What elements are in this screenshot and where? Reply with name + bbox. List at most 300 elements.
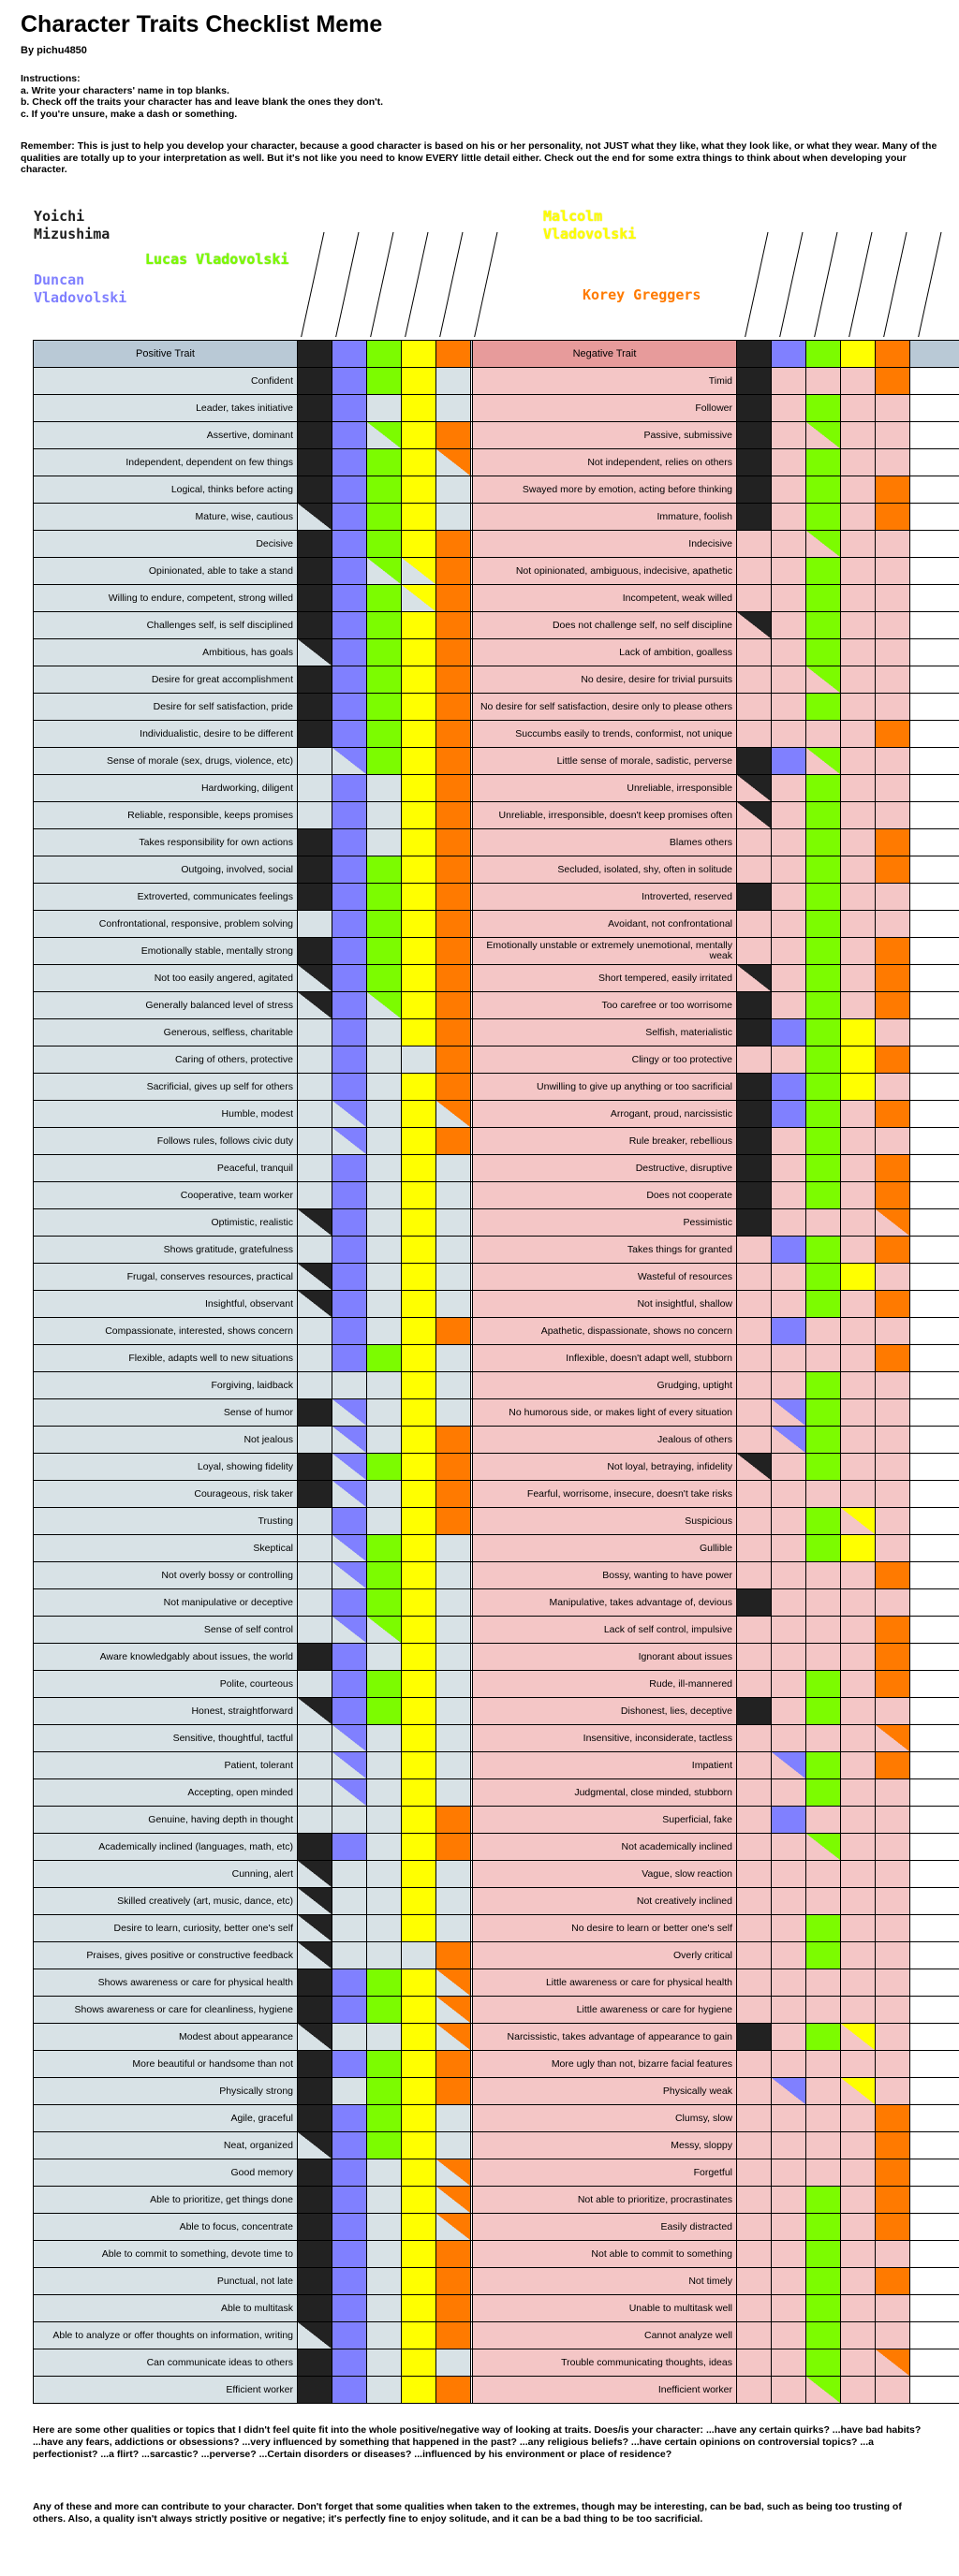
check-cell[interactable]	[402, 2214, 436, 2240]
check-cell[interactable]	[436, 2024, 471, 2050]
check-cell[interactable]	[298, 1182, 332, 1208]
check-cell[interactable]	[806, 2051, 841, 2077]
check-cell[interactable]	[436, 2295, 471, 2321]
check-cell[interactable]	[402, 1969, 436, 1996]
check-cell[interactable]	[737, 531, 772, 557]
check-cell[interactable]	[737, 1969, 772, 1996]
check-cell[interactable]	[367, 1562, 402, 1588]
check-cell[interactable]	[402, 694, 436, 720]
check-cell[interactable]	[841, 1101, 876, 1127]
check-cell[interactable]	[332, 694, 367, 720]
check-cell[interactable]	[436, 1074, 471, 1100]
check-cell[interactable]	[367, 1752, 402, 1778]
check-cell[interactable]	[737, 1562, 772, 1588]
check-cell[interactable]	[772, 1237, 806, 1263]
check-cell[interactable]	[298, 1399, 332, 1426]
check-cell[interactable]	[772, 829, 806, 856]
check-cell[interactable]	[876, 1427, 910, 1453]
check-cell[interactable]	[298, 1074, 332, 1100]
check-cell[interactable]	[332, 1454, 367, 1480]
check-cell[interactable]	[402, 2078, 436, 2104]
check-cell[interactable]	[772, 1345, 806, 1371]
check-cell[interactable]	[332, 666, 367, 693]
check-cell[interactable]	[367, 1508, 402, 1534]
check-cell[interactable]	[772, 2268, 806, 2294]
check-cell[interactable]	[436, 1888, 471, 1914]
check-cell[interactable]	[298, 422, 332, 448]
check-cell[interactable]	[737, 1589, 772, 1616]
check-cell[interactable]	[367, 1427, 402, 1453]
check-cell[interactable]	[772, 2295, 806, 2321]
check-cell[interactable]	[298, 2024, 332, 2050]
check-cell[interactable]	[772, 1399, 806, 1426]
check-cell[interactable]	[332, 911, 367, 937]
check-cell[interactable]	[332, 1969, 367, 1996]
check-cell[interactable]	[772, 449, 806, 476]
check-cell[interactable]	[737, 1291, 772, 1317]
check-cell[interactable]	[737, 721, 772, 747]
check-cell[interactable]	[298, 1046, 332, 1073]
check-cell[interactable]	[298, 612, 332, 638]
check-cell[interactable]	[772, 639, 806, 666]
check-cell[interactable]	[737, 1019, 772, 1046]
check-cell[interactable]	[772, 1589, 806, 1616]
check-cell[interactable]	[876, 1942, 910, 1969]
check-cell[interactable]	[298, 504, 332, 530]
check-cell[interactable]	[298, 476, 332, 503]
check-cell[interactable]	[436, 2078, 471, 2104]
check-cell[interactable]	[402, 368, 436, 394]
check-cell[interactable]	[436, 476, 471, 503]
check-cell[interactable]	[772, 2078, 806, 2104]
check-cell[interactable]	[436, 2214, 471, 2240]
check-cell[interactable]	[841, 829, 876, 856]
check-cell[interactable]	[876, 1779, 910, 1806]
check-cell[interactable]	[876, 395, 910, 421]
check-cell[interactable]	[737, 666, 772, 693]
check-cell[interactable]	[737, 1155, 772, 1181]
check-cell[interactable]	[436, 395, 471, 421]
check-cell[interactable]	[298, 965, 332, 991]
check-cell[interactable]	[876, 1807, 910, 1833]
check-cell[interactable]	[772, 1128, 806, 1154]
check-cell[interactable]	[298, 2078, 332, 2104]
check-cell[interactable]	[298, 1969, 332, 1996]
check-cell[interactable]	[806, 422, 841, 448]
check-cell[interactable]	[772, 1698, 806, 1724]
check-cell[interactable]	[436, 1779, 471, 1806]
check-cell[interactable]	[332, 1427, 367, 1453]
check-cell[interactable]	[772, 1562, 806, 1588]
check-cell[interactable]	[841, 1969, 876, 1996]
check-cell[interactable]	[737, 1508, 772, 1534]
check-cell[interactable]	[298, 1888, 332, 1914]
check-cell[interactable]	[332, 1237, 367, 1263]
check-cell[interactable]	[436, 1671, 471, 1697]
check-cell[interactable]	[806, 1264, 841, 1290]
check-cell[interactable]	[841, 1535, 876, 1561]
check-cell[interactable]	[772, 1942, 806, 1969]
check-cell[interactable]	[367, 1671, 402, 1697]
check-cell[interactable]	[367, 1046, 402, 1073]
check-cell[interactable]	[737, 694, 772, 720]
check-cell[interactable]	[876, 449, 910, 476]
check-cell[interactable]	[772, 1508, 806, 1534]
check-cell[interactable]	[332, 1209, 367, 1236]
check-cell[interactable]	[876, 911, 910, 937]
check-cell[interactable]	[737, 1264, 772, 1290]
check-cell[interactable]	[332, 992, 367, 1018]
check-cell[interactable]	[806, 1644, 841, 1670]
check-cell[interactable]	[332, 1318, 367, 1344]
check-cell[interactable]	[436, 1617, 471, 1643]
check-cell[interactable]	[841, 1481, 876, 1507]
check-cell[interactable]	[806, 1779, 841, 1806]
check-cell[interactable]	[876, 558, 910, 584]
check-cell[interactable]	[298, 2268, 332, 2294]
check-cell[interactable]	[402, 1101, 436, 1127]
check-cell[interactable]	[737, 1698, 772, 1724]
check-cell[interactable]	[737, 1454, 772, 1480]
check-cell[interactable]	[737, 1074, 772, 1100]
check-cell[interactable]	[436, 2132, 471, 2159]
check-cell[interactable]	[332, 1372, 367, 1398]
check-cell[interactable]	[367, 612, 402, 638]
check-cell[interactable]	[772, 938, 806, 964]
check-cell[interactable]	[298, 721, 332, 747]
check-cell[interactable]	[876, 585, 910, 611]
check-cell[interactable]	[367, 1644, 402, 1670]
check-cell[interactable]	[332, 558, 367, 584]
check-cell[interactable]	[436, 1399, 471, 1426]
check-cell[interactable]	[772, 1671, 806, 1697]
check-cell[interactable]	[332, 612, 367, 638]
check-cell[interactable]	[841, 1942, 876, 1969]
check-cell[interactable]	[298, 884, 332, 910]
check-cell[interactable]	[772, 1372, 806, 1398]
check-cell[interactable]	[402, 2322, 436, 2349]
check-cell[interactable]	[876, 2105, 910, 2131]
check-cell[interactable]	[772, 2349, 806, 2376]
check-cell[interactable]	[876, 1128, 910, 1154]
check-cell[interactable]	[876, 2241, 910, 2267]
check-cell[interactable]	[772, 1182, 806, 1208]
check-cell[interactable]	[876, 476, 910, 503]
check-cell[interactable]	[367, 911, 402, 937]
check-cell[interactable]	[402, 1454, 436, 1480]
check-cell[interactable]	[402, 2349, 436, 2376]
check-cell[interactable]	[367, 1861, 402, 1887]
check-cell[interactable]	[841, 612, 876, 638]
check-cell[interactable]	[402, 775, 436, 801]
check-cell[interactable]	[772, 422, 806, 448]
check-cell[interactable]	[298, 2214, 332, 2240]
check-cell[interactable]	[402, 748, 436, 774]
check-cell[interactable]	[332, 2132, 367, 2159]
check-cell[interactable]	[806, 965, 841, 991]
check-cell[interactable]	[298, 1508, 332, 1534]
check-cell[interactable]	[436, 531, 471, 557]
check-cell[interactable]	[806, 775, 841, 801]
check-cell[interactable]	[298, 1807, 332, 1833]
check-cell[interactable]	[367, 1264, 402, 1290]
check-cell[interactable]	[367, 1399, 402, 1426]
check-cell[interactable]	[841, 1019, 876, 1046]
check-cell[interactable]	[402, 1942, 436, 1969]
check-cell[interactable]	[737, 585, 772, 611]
check-cell[interactable]	[436, 2187, 471, 2213]
check-cell[interactable]	[436, 748, 471, 774]
check-cell[interactable]	[841, 1779, 876, 1806]
check-cell[interactable]	[367, 2159, 402, 2186]
check-cell[interactable]	[876, 1997, 910, 2023]
check-cell[interactable]	[806, 1725, 841, 1751]
check-cell[interactable]	[737, 2241, 772, 2267]
check-cell[interactable]	[737, 1861, 772, 1887]
check-cell[interactable]	[772, 1644, 806, 1670]
check-cell[interactable]	[772, 368, 806, 394]
check-cell[interactable]	[367, 1942, 402, 1969]
check-cell[interactable]	[436, 856, 471, 883]
check-cell[interactable]	[806, 1155, 841, 1181]
check-cell[interactable]	[367, 449, 402, 476]
check-cell[interactable]	[332, 1942, 367, 1969]
check-cell[interactable]	[737, 368, 772, 394]
check-cell[interactable]	[876, 2322, 910, 2349]
check-cell[interactable]	[737, 884, 772, 910]
check-cell[interactable]	[876, 1969, 910, 1996]
check-cell[interactable]	[332, 639, 367, 666]
check-cell[interactable]	[772, 1264, 806, 1290]
check-cell[interactable]	[772, 476, 806, 503]
check-cell[interactable]	[367, 395, 402, 421]
check-cell[interactable]	[402, 856, 436, 883]
check-cell[interactable]	[806, 1399, 841, 1426]
check-cell[interactable]	[298, 2132, 332, 2159]
check-cell[interactable]	[737, 802, 772, 828]
check-cell[interactable]	[298, 1237, 332, 1263]
check-cell[interactable]	[806, 1535, 841, 1561]
check-cell[interactable]	[436, 1725, 471, 1751]
check-cell[interactable]	[402, 1535, 436, 1561]
check-cell[interactable]	[402, 884, 436, 910]
check-cell[interactable]	[737, 2132, 772, 2159]
check-cell[interactable]	[737, 1644, 772, 1670]
check-cell[interactable]	[402, 585, 436, 611]
check-cell[interactable]	[367, 1019, 402, 1046]
check-cell[interactable]	[876, 2159, 910, 2186]
check-cell[interactable]	[402, 1399, 436, 1426]
check-cell[interactable]	[772, 1074, 806, 1100]
check-cell[interactable]	[332, 1074, 367, 1100]
check-cell[interactable]	[367, 694, 402, 720]
check-cell[interactable]	[772, 1535, 806, 1561]
check-cell[interactable]	[402, 2105, 436, 2131]
check-cell[interactable]	[402, 992, 436, 1018]
check-cell[interactable]	[806, 1209, 841, 1236]
check-cell[interactable]	[806, 1508, 841, 1534]
check-cell[interactable]	[806, 1807, 841, 1833]
check-cell[interactable]	[806, 558, 841, 584]
check-cell[interactable]	[841, 1834, 876, 1860]
check-cell[interactable]	[876, 1264, 910, 1290]
check-cell[interactable]	[806, 2241, 841, 2267]
check-cell[interactable]	[332, 1888, 367, 1914]
check-cell[interactable]	[772, 2187, 806, 2213]
check-cell[interactable]	[841, 1345, 876, 1371]
check-cell[interactable]	[402, 965, 436, 991]
check-cell[interactable]	[772, 504, 806, 530]
check-cell[interactable]	[402, 1155, 436, 1181]
check-cell[interactable]	[876, 1481, 910, 1507]
check-cell[interactable]	[737, 1617, 772, 1643]
check-cell[interactable]	[402, 1997, 436, 2023]
check-cell[interactable]	[298, 829, 332, 856]
check-cell[interactable]	[737, 1237, 772, 1263]
check-cell[interactable]	[876, 1074, 910, 1100]
check-cell[interactable]	[332, 1725, 367, 1751]
check-cell[interactable]	[402, 1644, 436, 1670]
check-cell[interactable]	[772, 2105, 806, 2131]
check-cell[interactable]	[876, 2268, 910, 2294]
check-cell[interactable]	[402, 2241, 436, 2267]
check-cell[interactable]	[806, 1562, 841, 1588]
check-cell[interactable]	[772, 2051, 806, 2077]
check-cell[interactable]	[876, 1834, 910, 1860]
check-cell[interactable]	[436, 992, 471, 1018]
check-cell[interactable]	[772, 2024, 806, 2050]
check-cell[interactable]	[841, 1997, 876, 2023]
check-cell[interactable]	[876, 1209, 910, 1236]
check-cell[interactable]	[806, 1372, 841, 1398]
check-cell[interactable]	[737, 449, 772, 476]
check-cell[interactable]	[841, 1725, 876, 1751]
check-cell[interactable]	[367, 1481, 402, 1507]
check-cell[interactable]	[436, 911, 471, 937]
check-cell[interactable]	[332, 2078, 367, 2104]
check-cell[interactable]	[876, 1888, 910, 1914]
check-cell[interactable]	[876, 1182, 910, 1208]
check-cell[interactable]	[436, 1589, 471, 1616]
check-cell[interactable]	[298, 1481, 332, 1507]
check-cell[interactable]	[332, 2159, 367, 2186]
check-cell[interactable]	[332, 1589, 367, 1616]
check-cell[interactable]	[772, 2241, 806, 2267]
check-cell[interactable]	[737, 1725, 772, 1751]
check-cell[interactable]	[841, 422, 876, 448]
check-cell[interactable]	[806, 1942, 841, 1969]
check-cell[interactable]	[332, 2295, 367, 2321]
check-cell[interactable]	[841, 1399, 876, 1426]
check-cell[interactable]	[298, 2295, 332, 2321]
check-cell[interactable]	[876, 1589, 910, 1616]
check-cell[interactable]	[772, 802, 806, 828]
check-cell[interactable]	[298, 802, 332, 828]
check-cell[interactable]	[772, 1155, 806, 1181]
check-cell[interactable]	[772, 856, 806, 883]
check-cell[interactable]	[806, 1861, 841, 1887]
check-cell[interactable]	[772, 2132, 806, 2159]
check-cell[interactable]	[367, 1969, 402, 1996]
check-cell[interactable]	[332, 504, 367, 530]
check-cell[interactable]	[402, 2187, 436, 2213]
check-cell[interactable]	[841, 2024, 876, 2050]
check-cell[interactable]	[332, 965, 367, 991]
check-cell[interactable]	[772, 721, 806, 747]
check-cell[interactable]	[806, 1617, 841, 1643]
check-cell[interactable]	[436, 1345, 471, 1371]
check-cell[interactable]	[876, 2132, 910, 2159]
check-cell[interactable]	[367, 1454, 402, 1480]
check-cell[interactable]	[772, 1888, 806, 1914]
check-cell[interactable]	[772, 1861, 806, 1887]
check-cell[interactable]	[436, 1209, 471, 1236]
check-cell[interactable]	[876, 992, 910, 1018]
check-cell[interactable]	[737, 2295, 772, 2321]
check-cell[interactable]	[737, 2105, 772, 2131]
check-cell[interactable]	[436, 612, 471, 638]
check-cell[interactable]	[402, 1046, 436, 1073]
check-cell[interactable]	[332, 1562, 367, 1588]
check-cell[interactable]	[841, 965, 876, 991]
check-cell[interactable]	[298, 856, 332, 883]
check-cell[interactable]	[772, 1725, 806, 1751]
check-cell[interactable]	[436, 639, 471, 666]
check-cell[interactable]	[298, 558, 332, 584]
check-cell[interactable]	[841, 884, 876, 910]
check-cell[interactable]	[806, 856, 841, 883]
check-cell[interactable]	[298, 449, 332, 476]
check-cell[interactable]	[806, 368, 841, 394]
check-cell[interactable]	[876, 965, 910, 991]
check-cell[interactable]	[402, 2024, 436, 2050]
check-cell[interactable]	[402, 1237, 436, 1263]
check-cell[interactable]	[737, 2078, 772, 2104]
check-cell[interactable]	[367, 2241, 402, 2267]
check-cell[interactable]	[841, 2322, 876, 2349]
check-cell[interactable]	[436, 884, 471, 910]
check-cell[interactable]	[806, 1481, 841, 1507]
check-cell[interactable]	[841, 1644, 876, 1670]
check-cell[interactable]	[402, 1617, 436, 1643]
check-cell[interactable]	[841, 1752, 876, 1778]
check-cell[interactable]	[332, 1264, 367, 1290]
check-cell[interactable]	[332, 531, 367, 557]
check-cell[interactable]	[876, 802, 910, 828]
check-cell[interactable]	[298, 1834, 332, 1860]
check-cell[interactable]	[298, 531, 332, 557]
check-cell[interactable]	[436, 2268, 471, 2294]
check-cell[interactable]	[841, 1807, 876, 1833]
check-cell[interactable]	[402, 1427, 436, 1453]
check-cell[interactable]	[332, 884, 367, 910]
check-cell[interactable]	[806, 992, 841, 1018]
check-cell[interactable]	[806, 1345, 841, 1371]
check-cell[interactable]	[367, 1779, 402, 1806]
check-cell[interactable]	[298, 2377, 332, 2403]
check-cell[interactable]	[402, 1807, 436, 1833]
check-cell[interactable]	[367, 856, 402, 883]
check-cell[interactable]	[402, 1128, 436, 1154]
check-cell[interactable]	[367, 992, 402, 1018]
check-cell[interactable]	[841, 1209, 876, 1236]
check-cell[interactable]	[876, 1454, 910, 1480]
check-cell[interactable]	[332, 422, 367, 448]
check-cell[interactable]	[332, 1046, 367, 1073]
check-cell[interactable]	[298, 1617, 332, 1643]
check-cell[interactable]	[806, 476, 841, 503]
check-cell[interactable]	[436, 1046, 471, 1073]
